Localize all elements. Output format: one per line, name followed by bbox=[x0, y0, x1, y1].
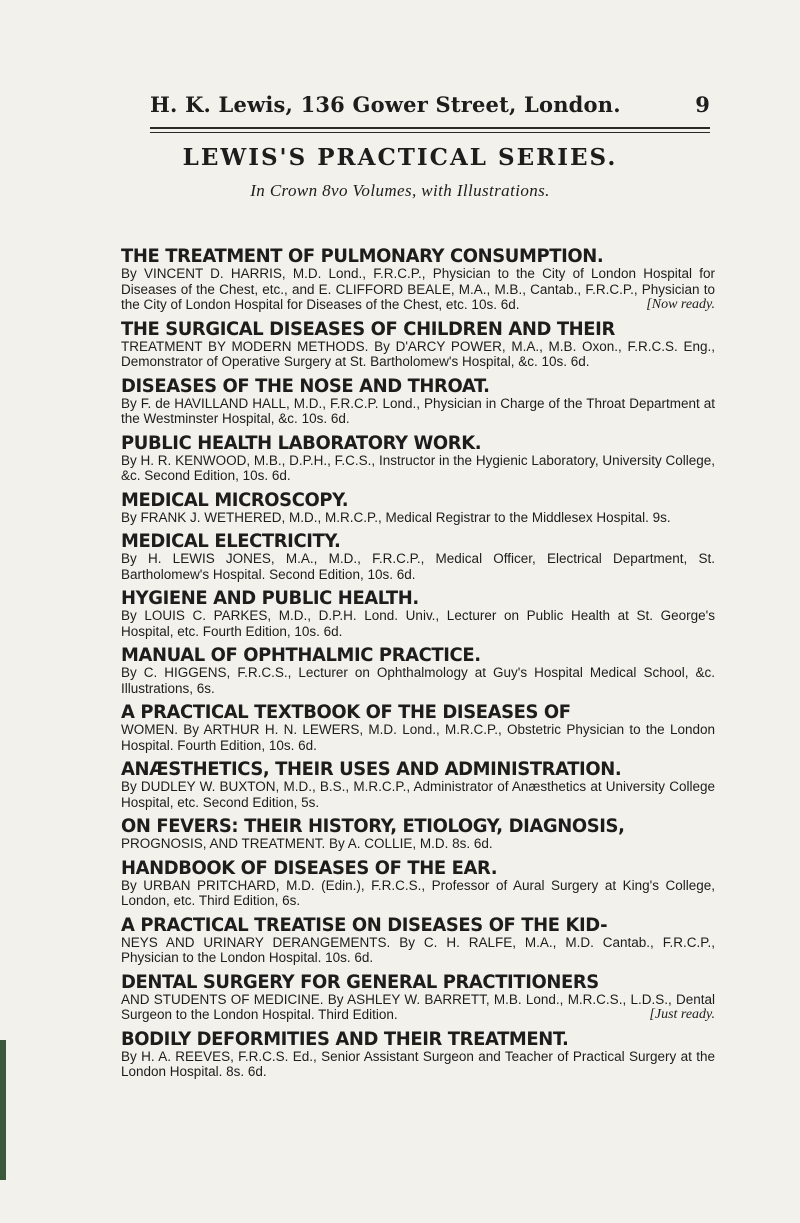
book-entry bbox=[121, 377, 715, 427]
book-description bbox=[121, 608, 715, 639]
book-description-text: By VINCENT D. HARRIS, M.D. Lond., F.R.C.P., Physician to the City of London Hospital for Diseases of the Chest, etc., and E. CLIFFORD BEALE, M.A., M.B., Cantab., F.R.C.P., Physician to the City of London Hospital for Diseases of the Chest, etc. 10s. 6d. bbox=[121, 266, 715, 312]
book-description-text: AND STUDENTS OF MEDICINE. By ASHLEY W. BARRETT, M.B. Lond., M.R.C.S., L.D.S., Dental Surgeon to the London Hospital. Third Edition. bbox=[121, 991, 715, 1022]
book-entry bbox=[121, 916, 715, 966]
book-title: ANÆSTHETICS, THEIR USES AND ADMINISTRATION. bbox=[121, 759, 622, 780]
publisher-address: H. K. Lewis, 136 Gower Street, London. bbox=[150, 92, 621, 117]
book-title: HYGIENE AND PUBLIC HEALTH. bbox=[121, 588, 419, 609]
book-description-text: By DUDLEY W. BUXTON, M.D., B.S., M.R.C.P., Administrator of Anæsthetics at University College Hospital, etc. Second Edition, 5s. bbox=[121, 779, 715, 810]
book-description bbox=[121, 339, 715, 370]
book-description bbox=[121, 453, 715, 484]
book-title: ON FEVERS: THEIR HISTORY, ETIOLOGY, DIAGNOSIS, bbox=[121, 816, 625, 837]
header-rule bbox=[150, 127, 710, 129]
book-entry bbox=[121, 646, 715, 696]
book-description bbox=[121, 266, 715, 313]
availability-status: [Now ready. bbox=[646, 297, 715, 312]
book-description-text: By H. A. REEVES, F.R.C.S. Ed., Senior Assistant Surgeon and Teacher of Practical Surgery at the London Hospital. 8s. 6d. bbox=[121, 1048, 715, 1079]
book-title: PUBLIC HEALTH LABORATORY WORK. bbox=[121, 432, 482, 454]
book-description-text: TREATMENT BY MODERN METHODS. By D'ARCY POWER, M.A., M.B. Oxon., F.R.C.S. Eng., Demonstrator of Operative Surgery at St. Bartholomew's Hospital, &c. 10s. 6d. bbox=[121, 338, 715, 369]
book-entry bbox=[121, 434, 715, 484]
book-title: MEDICAL ELECTRICITY. bbox=[121, 531, 341, 552]
book-description-text: By URBAN PRITCHARD, M.D. (Edin.), F.R.C.S., Professor of Aural Surgery at King's College, London, etc. Third Edition, 6s. bbox=[121, 877, 715, 908]
book-description-text: By H. LEWIS JONES, M.A., M.D., F.R.C.P., Medical Officer, Electrical Department, St. Bartholomew's Hospital. Second Edition, 10s. 6d. bbox=[121, 551, 715, 582]
book-entry bbox=[121, 760, 715, 810]
book-title: BODILY DEFORMITIES AND THEIR TREATMENT. bbox=[121, 1028, 569, 1050]
series-title: LEWIS'S PRACTICAL SERIES. bbox=[182, 144, 618, 171]
book-title: MEDICAL MICROSCOPY. bbox=[121, 489, 349, 511]
book-title: THE TREATMENT OF PULMONARY CONSUMPTION. bbox=[121, 246, 604, 267]
book-description bbox=[121, 935, 715, 966]
book-description bbox=[121, 551, 715, 582]
availability-status: [Just ready. bbox=[649, 1007, 715, 1022]
book-description-text: WOMEN. By ARTHUR H. N. LEWERS, M.D. Lond., M.R.C.P., Obstetric Physician to the London Hospital. Fourth Edition, 10s. 6d. bbox=[121, 722, 715, 753]
book-description-text: By H. R. KENWOOD, M.B., D.P.H., F.C.S., Instructor in the Hygienic Laboratory, University College, &c. Second Edition, 10s. 6d. bbox=[121, 452, 715, 483]
book-title: A PRACTICAL TREATISE ON DISEASES OF THE KID- bbox=[121, 914, 608, 936]
book-description bbox=[121, 722, 715, 753]
book-description-text: PROGNOSIS, AND TREATMENT. By A. COLLIE, M.D. 8s. 6d. bbox=[121, 836, 493, 851]
book-entry bbox=[121, 491, 715, 526]
book-list bbox=[121, 247, 715, 1087]
series-subtitle: In Crown 8vo Volumes, with Illustrations. bbox=[250, 181, 550, 200]
book-entry bbox=[121, 247, 715, 313]
book-description bbox=[121, 1049, 715, 1080]
book-title: DENTAL SURGERY FOR GENERAL PRACTITIONERS bbox=[121, 971, 599, 993]
book-description bbox=[121, 665, 715, 696]
book-description bbox=[121, 992, 715, 1023]
book-entry bbox=[121, 703, 715, 753]
book-description bbox=[121, 396, 715, 427]
book-title: THE SURGICAL DISEASES OF CHILDREN AND THEIR bbox=[121, 318, 615, 340]
book-entry bbox=[121, 859, 715, 909]
header-rule-thin bbox=[150, 132, 710, 133]
book-description-text: By LOUIS C. PARKES, M.D., D.P.H. Lond. Univ., Lecturer on Public Health at St. George's Hospital, etc. Fourth Edition, 10s. 6d. bbox=[121, 608, 715, 639]
book-entry bbox=[121, 1030, 715, 1080]
book-entry bbox=[121, 589, 715, 639]
book-title: DISEASES OF THE NOSE AND THROAT. bbox=[121, 375, 490, 397]
book-description-text: NEYS AND URINARY DERANGEMENTS. By C. H. RALFE, M.A., M.D. Cantab., F.R.C.P., Physician to the London Hospital. 10s. 6d. bbox=[121, 934, 715, 965]
book-description-text: By FRANK J. WETHERED, M.D., M.R.C.P., Medical Registrar to the Middlesex Hospital. 9s. bbox=[121, 509, 671, 525]
book-description bbox=[121, 779, 715, 810]
book-title: MANUAL OF OPHTHALMIC PRACTICE. bbox=[121, 645, 481, 666]
book-entry bbox=[121, 973, 715, 1023]
book-title: HANDBOOK OF DISEASES OF THE EAR. bbox=[121, 857, 498, 879]
book-entry bbox=[121, 532, 715, 582]
book-entry bbox=[121, 320, 715, 370]
book-description bbox=[121, 836, 715, 852]
book-entry bbox=[121, 817, 715, 852]
book-description-text: By C. HIGGENS, F.R.C.S., Lecturer on Ophthalmology at Guy's Hospital Medical School, &c. Illustrations, 6s. bbox=[121, 665, 715, 696]
page-number: 9 bbox=[695, 92, 710, 117]
book-description-text: By F. de HAVILLAND HALL, M.D., F.R.C.P. Lond., Physician in Charge of the Throat Department at the Westminster Hospital, &c. 10s. 6d. bbox=[121, 395, 715, 426]
page-edge-mark bbox=[0, 1040, 6, 1180]
book-description bbox=[121, 878, 715, 909]
book-description bbox=[121, 510, 715, 526]
running-head bbox=[150, 92, 710, 117]
book-title: A PRACTICAL TEXTBOOK OF THE DISEASES OF bbox=[121, 702, 571, 723]
